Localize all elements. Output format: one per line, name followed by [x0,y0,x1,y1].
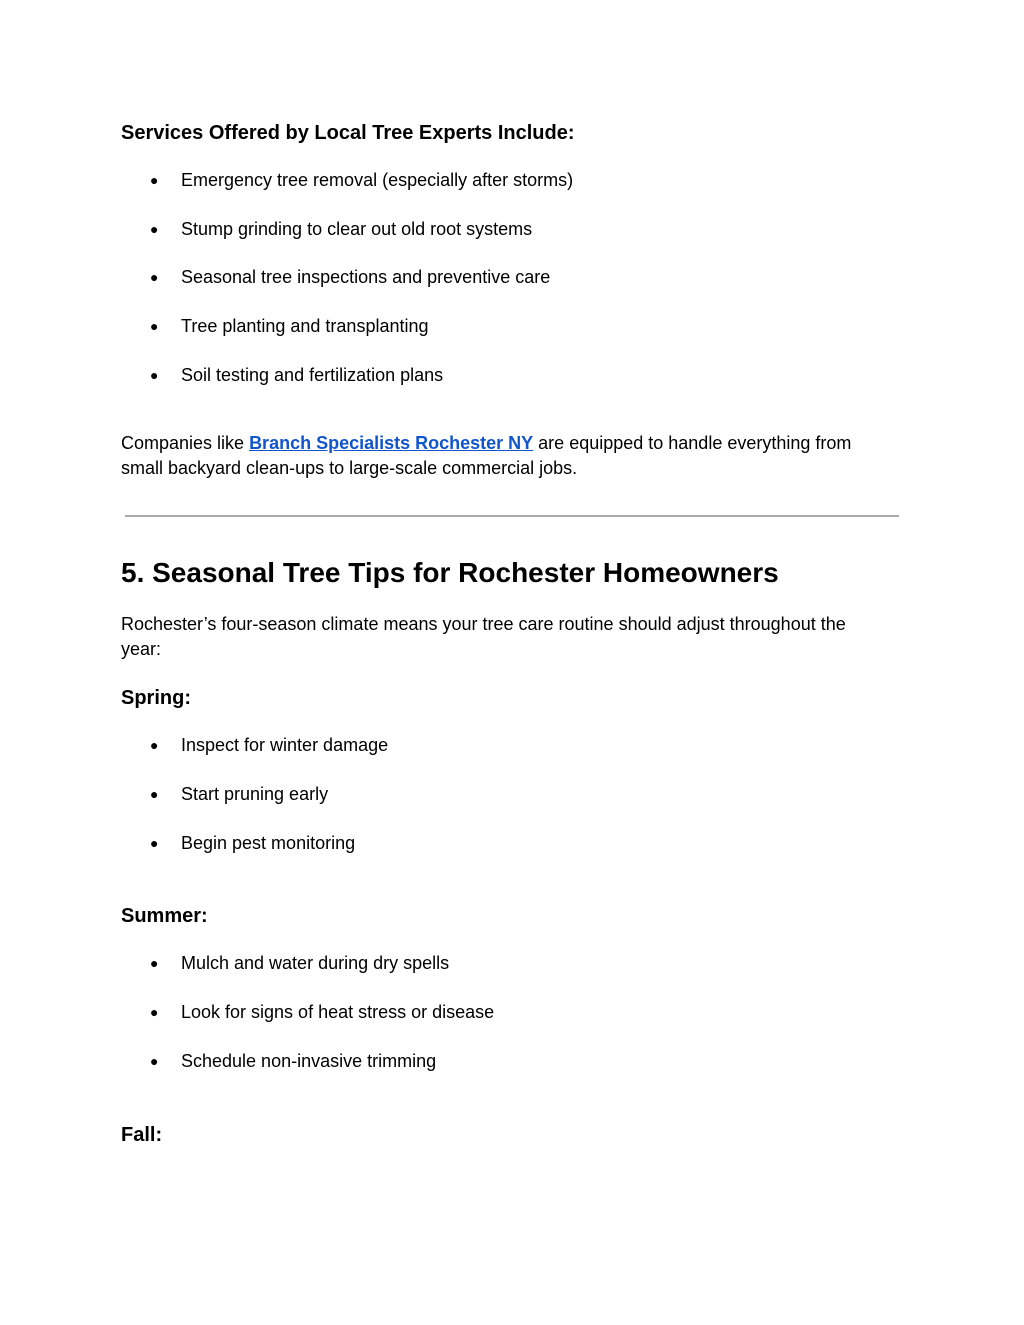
section-5-intro-line1: Rochester’s four-season climate means your tree care routine should adjust throughout the [121,614,846,634]
list-item [0,1050,1024,1072]
bullet-icon: ● [150,1053,159,1069]
list-item-text: Emergency tree removal (especially after storms) [181,170,574,190]
spring-heading: Spring: [121,687,191,709]
branch-specialists-link[interactable]: Branch Specialists Rochester NY [249,433,534,453]
list-item [0,169,1024,191]
list-item [0,832,1024,854]
list-item-text: Inspect for winter damage [181,735,389,755]
bullet-icon: ● [150,221,159,237]
bullet-icon: ● [150,367,159,383]
section-5-heading: 5. Seasonal Tree Tips for Rochester Homeowners [121,557,779,588]
list-item-text: Begin pest monitoring [181,833,356,853]
services-heading: Services Offered by Local Tree Experts Include: [121,122,575,144]
companies-suffix: are equipped to handle everything from [533,433,852,453]
list-item-text: Start pruning early [181,784,329,804]
companies-paragraph [121,431,901,481]
bullet-icon: ● [150,269,159,285]
list-item-text: Seasonal tree inspections and preventive care [181,267,551,287]
companies-paragraph-line1 [121,431,901,456]
list-item-text: Look for signs of heat stress or disease [181,1002,495,1022]
section-5-intro-line2: year: [121,639,162,659]
bullet-icon: ● [150,737,159,753]
fall-heading: Fall: [121,1124,163,1146]
companies-prefix: Companies like [121,433,250,453]
summer-heading: Summer: [121,905,208,927]
list-item [0,315,1024,337]
list-item [0,783,1024,805]
bullet-icon: ● [150,955,159,971]
bullet-icon: ● [150,318,159,334]
bullet-icon: ● [150,1004,159,1020]
bullet-icon: ● [150,786,159,802]
list-item [0,266,1024,288]
horizontal-divider [125,515,899,517]
list-item-text: Mulch and water during dry spells [181,953,450,973]
list-item [0,218,1024,240]
bullet-icon: ● [150,172,159,188]
list-item [0,952,1024,974]
list-item [0,1001,1024,1023]
companies-paragraph-line2: small backyard clean-ups to large-scale commercial jobs. [121,458,578,478]
list-item [0,734,1024,756]
list-item-text: Schedule non-invasive trimming [181,1051,437,1071]
list-item-text: Soil testing and fertilization plans [181,365,444,385]
bullet-icon: ● [150,835,159,851]
section-5-intro [121,612,901,662]
list-item [0,364,1024,386]
list-item-text: Tree planting and transplanting [181,316,429,336]
list-item-text: Stump grinding to clear out old root systems [181,219,533,239]
